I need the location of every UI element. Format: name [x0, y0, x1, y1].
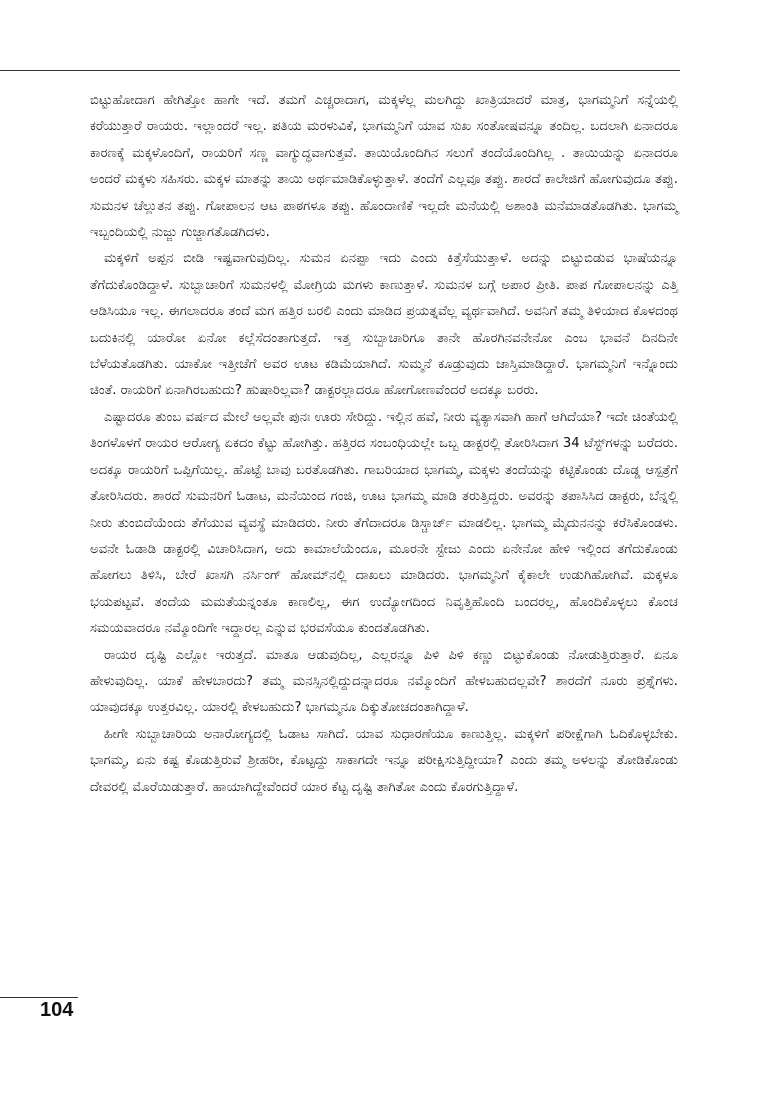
paragraph-2: ಮಕ್ಕಳಿಗೆ ಅಪ್ಪನ ಬೀಡಿ ಇಷ್ಟವಾಗುವುದಿಲ್ಲ. ಸುಮನ ಏನಪ್ಪಾ ಇದು ಎಂದು ಕಿತ್ತೆಸೆಯುತ್ತಾಳೆ. ಅದನ್ನು ಬಿಟ್ಟುಬಿಡುವ ಭಾಷೆಯನ್ನೂ ತೆಗೆದುಕೊಂಡಿದ್ದಾಳೆ. ಸುಬ್ಬಾಚಾರಿಗೆ ಸುಮನಳಲ್ಲಿ ಮೋಗ್ರಿಯ ಮಗಳು ಕಾಣುತ್ತಾಳೆ. ಸುಮನಳ ಬಗ್ಗೆ ಅಪಾರ ಪ್ರೀತಿ. ಪಾಪ ಗೋಪಾಲನನ್ನು ಎತ್ತಿ ಆಡಿಸಿಯೂ ಇಲ್ಲ. ಈಗಲಾದರೂ ತಂದೆ ಮಗ ಹತ್ತಿರ ಬರಲಿ ಎಂದು ಮಾಡಿದ ಪ್ರಯತ್ನವೆಲ್ಲ ವ್ಯರ್ಥವಾಗಿದೆ. ಅವನಿಗೆ ತಮ್ಮ ತಿಳಿಯಾದ ಕೊಳದಂಥ ಬದುಕಿನಲ್ಲಿ ಯಾರೋ ಏನೋ ಕಲ್ಲೆಸೆದಂತಾಗುತ್ತದೆ. ಇತ್ತ ಸುಬ್ಬಾಚಾರಿಗೂ ತಾನೇ ಹೊರಗಿನವನೇನೋ ಎಂಬ ಭಾವನೆ ದಿನದಿನೇ ಬೆಳೆಯತೊಡಗಿತು. ಯಾಕೋ ಇತ್ತೀಚೆಗೆ ಅವರ ಊಟ ಕಡಿಮೆಯಾಗಿದೆ. ಸುಮ್ಮನೆ ಕೂಡ್ರುವುದು ಜಾಸ್ತಿಮಾಡಿದ್ದಾರೆ. ಭಾಗಮ್ಮನಿಗೆ ಇನ್ನೊಂದು ಚಿಂತೆ. ರಾಯರಿಗೆ ಏನಾಗಿರಬಹುದು? ಹುಷಾರಿಲ್ಲವಾ? ಡಾಕ್ಟರಲ್ಲಾದರೂ ಹೋಗೋಣವೆಂದರೆ ಅದಕ್ಕೂ ಬರರು.: [90, 251, 678, 399]
paragraph-5: ಹೀಗೇ ಸುಬ್ಬಾಚಾರಿಯ ಅನಾರೋಗ್ಯದಲ್ಲಿ ಓಡಾಟ ಸಾಗಿದೆ. ಯಾವ ಸುಧಾರಣೆಯೂ ಕಾಣುತ್ತಿಲ್ಲ. ಮಕ್ಕಳಿಗೆ ಪರೀಕ್ಷೆಗಾಗಿ ಓದಿಕೊಳ್ಳಬೇಕು. ಭಾಗಮ್ಮ, ಏನು ಕಷ್ಟ ಕೊಡುತ್ತಿರುವೆ ಶ್ರೀಹರೀ, ಕೊಟ್ಟದ್ದು ಸಾಕಾಗದೇ ಇನ್ನೂ ಪರೀಕ್ಷಿಸುತ್ತಿದ್ದೀಯಾ? ಎಂದು ತಮ್ಮ ಅಳಲನ್ನು ತೋಡಿಕೊಂಡು ದೇವರಲ್ಲಿ ಮೊರೆಯಿಡುತ್ತಾರೆ. ಹಾಯಾಗಿದ್ದೇವೆಂದರೆ ಯಾರ ಕೆಟ್ಟ ದೃಷ್ಟಿ ತಾಗಿತೋ ಎಂದು ಕೊರಗುತ್ತಿದ್ದಾಳೆ.: [90, 726, 678, 795]
paragraph-1: ಬಿಟ್ಟುಹೋದಾಗ ಹೇಗಿತ್ತೋ ಹಾಗೇ ಇದೆ. ತಮಗೆ ಎಚ್ಚರಾದಾಗ, ಮಕ್ಕಳೆಲ್ಲ ಮಲಗಿದ್ದು ಖಾತ್ರಿಯಾದರೆ ಮಾತ್ರ, ಭಾಗಮ್ಮನಿಗೆ ಸನ್ನೆಯಲ್ಲಿ ಕರೆಯುತ್ತಾರೆ ರಾಯರು. ಇಲ್ಲಾಂದರೆ ಇಲ್ಲ. ಪತಿಯ ಮರಳುವಿಕೆ, ಭಾಗಮ್ಮನಿಗೆ ಯಾವ ಸುಖ ಸಂತೋಷವನ್ನೂ ತಂದಿಲ್ಲ. ಬದಲಾಗಿ ಏನಾದರೂ ಕಾರಣಕ್ಕೆ ಮಕ್ಕಳೊಂದಿಗೆ, ರಾಯರಿಗೆ ಸಣ್ಣ ವಾಗ್ಯುದ್ಧವಾಗುತ್ತವೆ. ತಾಯಿಯೊಂದಿಗಿನ ಸಲುಗೆ ತಂದೆಯೊಂದಿಗಿಲ್ಲ . ತಾಯಿಯನ್ನು ಏನಾದರೂ ಅಂದರೆ ಮಕ್ಕಳು ಸಹಿಸರು. ಮಕ್ಕಳ ಮಾತನ್ನು ತಾಯಿ ಅರ್ಥಮಾಡಿಕೊಳ್ಳುತ್ತಾಳೆ. ತಂದೆಗೆ ಎಲ್ಲವೂ ತಪ್ಪು. ಶಾರದೆ ಕಾಲೇಜಿಗೆ ಹೋಗುವುದೂ ತಪ್ಪು. ಸುಮನಳ ಚೆಲ್ಲುತನ ತಪ್ಪು. ಗೋಪಾಲನ ಆಟ ಪಾಠಗಳೂ ತಪ್ಪು. ಹೊಂದಾಣಿಕೆ ಇಲ್ಲದೇ ಮನೆಯಲ್ಲಿ ಅಶಾಂತಿ ಮನೆಮಾಡತೊಡಗಿತು. ಭಾಗಮ್ಮ ಇಬ್ಬಂದಿಯಲ್ಲಿ ನುಜ್ಜು ಗುಜ್ಜಾಗತೊಡಗಿದಳು.: [90, 93, 678, 241]
page-number: 104: [40, 999, 74, 1021]
paragraph-3: ಎಷ್ಟಾದರೂ ತುಂಬ ವರ್ಷದ ಮೇಲೆ ಅಲ್ಲವೇ ಪುನಃ ಊರು ಸೇರಿದ್ದು. ಇಲ್ಲಿನ ಹವೆ, ನೀರು ವ್ಯತ್ಯಾಸವಾಗಿ ಹಾಗೆ ಆಗಿದೆಯಾ? ಇದೇ ಚಿಂತೆಯಲ್ಲಿ ತಿಂಗಳೊಳಗೆ ರಾಯರ ಆರೋಗ್ಯ ಏಕದಂ ಕೆಟ್ಟು ಹೋಗಿತ್ತು. ಹತ್ತಿರದ ಸಂಬಂಧಿಯಲ್ಲೇ ಒಬ್ಬ ಡಾಕ್ಟರಲ್ಲಿ ತೋರಿಸಿದಾಗ 34 ಟೆಸ್ಟ್‌ಗಳನ್ನು ಬರೆದರು. ಅದಕ್ಕೂ ರಾಯರಿಗೆ ಒಪ್ಪಿಗೆಯಿಲ್ಲ. ಹೊಟ್ಟೆ ಬಾವು ಬರತೊಡಗಿತು. ಗಾಬರಿಯಾದ ಭಾಗಮ್ಮ, ಮಕ್ಕಳು ತಂದೆಯನ್ನು ಕಟ್ಟಿಕೊಂಡು ದೊಡ್ಡ ಆಸ್ಪತ್ರೆಗೆ ತೋರಿಸಿದರು. ಶಾರದೆ ಸುಮನರಿಗೆ ಓಡಾಟ, ಮನೆಯಿಂದ ಗಂಜಿ, ಊಟ ಭಾಗಮ್ಮ ಮಾಡಿ ತರುತ್ತಿದ್ದರು. ಅವರನ್ನು ತಪಾಸಿಸಿದ ಡಾಕ್ಟರು, ಬೆನ್ನಲ್ಲಿ ನೀರು ತುಂಬಿದೆಯೆಂದು ತೆಗೆಯುವ ವ್ಯವಸ್ಥೆ ಮಾಡಿದರು. ನೀರು ತೆಗೆದಾದರೂ ಡಿಸ್ಚಾರ್ಜ್ ಮಾಡಲಿಲ್ಲ. ಭಾಗಮ್ಮ ಮೈದುನನನ್ನು ಕರೆಸಿಕೊಂಡಳು. ಅವನೇ ಓಡಾಡಿ ಡಾಕ್ಟರಲ್ಲಿ ವಿಚಾರಿಸಿದಾಗ, ಅದು ಕಾಮಾಲೆಯೆಂದೂ, ಮೂರನೇ ಸ್ಟೇಜು ಎಂದು ಏನೇನೋ ಹೇಳಿ ಇಲ್ಲಿಂದ ತಗೆದುಕೊಂಡು ಹೋಗಲು ತಿಳಿಸಿ, ಬೇರೆ ಖಾಸಗಿ ನರ್ಸಿಂಗ್ ಹೋಮ್‌ನಲ್ಲಿ ದಾಖಲು ಮಾಡಿದರು. ಭಾಗಮ್ಮನಿಗೆ ಕೈಕಾಲೇ ಉಡುಗಿಹೋಗಿವೆ. ಮಕ್ಕಳೂ ಭಯಪಟ್ಟವೆ. ತಂದೆಯ ಮಮತೆಯನ್ನಂತೂ ಕಾಣಲಿಲ್ಲ, ಈಗ ಉದ್ಯೋಗದಿಂದ ನಿವೃತ್ತಿಹೊಂದಿ ಬಂದರಲ್ಲ, ಹೊಂದಿಕೊಳ್ಳಲು ಕೊಂಚ ಸಮಯವಾದರೂ ನಮ್ಮೊಂದಿಗೇ ಇದ್ದಾರಲ್ಲ ಎನ್ನುವ ಭರವಸೆಯೂ ಕುಂದತೊಡಗಿತು.: [90, 409, 678, 637]
header-rule: [0, 70, 680, 71]
paragraph-4: ರಾಯರ ದೃಷ್ಟಿ ಎಲ್ಲೋ ಇರುತ್ತದೆ. ಮಾತೂ ಆಡುವುದಿಲ್ಲ, ಎಲ್ಲರನ್ನೂ ಪಿಳಿ ಪಿಳಿ ಕಣ್ಣು ಬಿಟ್ಟುಕೊಂಡು ನೋಡುತ್ತಿರುತ್ತಾರೆ. ಏನೂ ಹೇಳುವುದಿಲ್ಲ. ಯಾಕೆ ಹೇಳಬಾರದು? ತಮ್ಮ ಮನಸ್ಸಿನಲ್ಲಿದ್ದುದನ್ನಾದರೂ ನಮ್ಮೊಂದಿಗೆ ಹೇಳಬಹುದಲ್ಲವೇ? ಶಾರದೆಗೆ ನೂರು ಪ್ರಶ್ನೆಗಳು. ಯಾವುದಕ್ಕೂ ಉತ್ತರವಿಲ್ಲ. ಯಾರಲ್ಲಿ ಕೇಳಬಹುದು? ಭಾಗಮ್ಮನೂ ದಿಕ್ಕುತೋಚದಂತಾಗಿದ್ದಾಳೆ.: [90, 647, 678, 716]
body-text: [90, 88, 678, 801]
